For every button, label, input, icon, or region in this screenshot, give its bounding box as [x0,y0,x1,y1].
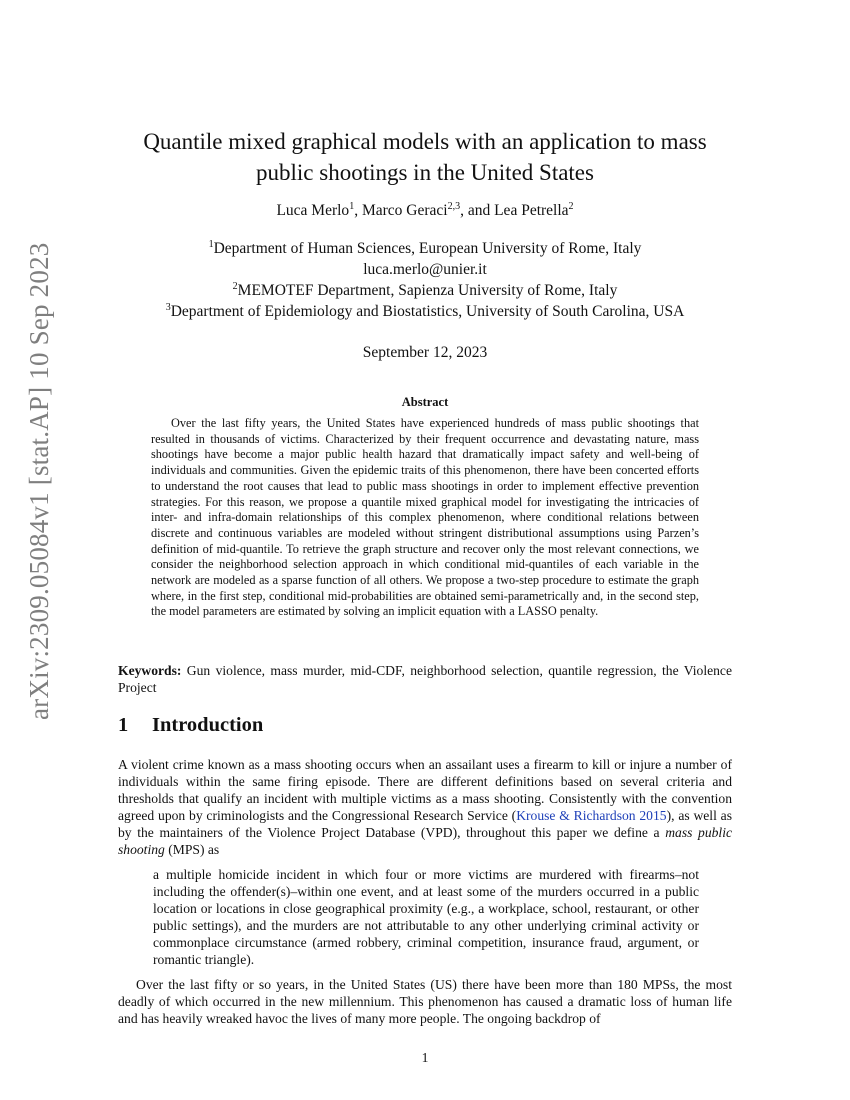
arxiv-identifier: arXiv:2309.05084v1 [stat.AP] 10 Sep 2023 [24,242,54,720]
author-affiliation-mark: 1 [349,200,355,212]
affiliation-mark: 1 [208,238,214,250]
paper-title [110,126,740,188]
keywords-text: Gun violence, mass murder, mid-CDF, neighborhood selection, quantile regression, the Violence Project [118,663,732,695]
author-name: Luca Merlo [276,202,350,219]
affiliation-text: Department of Epidemiology and Biostatistics, University of South Carolina, USA [170,303,685,320]
author-separator: , and [460,202,495,219]
section-number: 1 [118,714,129,736]
author-affiliation-mark: 2 [568,200,574,212]
affiliation-mark: 2 [232,280,238,292]
keywords [118,662,732,696]
keywords-label: Keywords: [118,663,182,678]
paragraph-text: (MPS) as [164,842,220,857]
author-email [90,259,760,280]
paragraph-text: A violent crime known as a mass shooting occurs when an assailant uses a firearm to kill or injure a number of individuals within the same firing episode. There are different definitions based on several criteria and thresholds that qualify an incident with multiple victims as a mass shooting. Consistently with the convention agreed upon by criminologists and the Congressional Research Service ( [118,757,732,823]
page-number: 1 [421,1050,429,1065]
emphasized-term: mass public shooting [118,825,732,857]
affiliations [90,238,760,322]
author-list [110,202,740,220]
intro-paragraph [118,756,732,858]
citation-link[interactable]: Krouse & Richardson 2015 [516,808,667,823]
abstract-heading: Abstract [401,395,449,409]
title-line-2: public shootings in the United States [256,160,594,185]
affiliation-text: MEMOTEF Department, Sapienza University of Rome, Italy [237,282,618,299]
author-name: Marco Geraci [361,202,448,219]
paper-date: September 12, 2023 [362,344,488,361]
affiliation-text: Department of Human Sciences, European University of Rome, Italy [213,240,642,257]
affiliation [90,301,760,322]
intro-paragraph: Over the last fifty or so years, in the United States (US) there have been more than 180 MPSs, the most deadly of which occurred in the new millennium. This phenomenon has caused a dramatic loss of human life and has heavily wreaked havoc the lives of many more people. The ongoing backdrop of [118,977,732,1026]
section-heading [118,714,263,737]
affiliation-mark: 3 [165,301,171,313]
affiliation-text: luca.merlo@unier.it [363,261,487,278]
author-separator: , [354,202,362,219]
title-line-1: Quantile mixed graphical models with an application to mass [143,129,707,154]
author-name: Lea Petrella [494,202,569,219]
author-affiliation-mark: 2,3 [447,200,461,212]
paragraph-text: ), as well as by the maintainers of the Violence Project Database (VPD), throughout this paper we define a [118,808,732,840]
affiliation [90,238,760,259]
affiliation [90,280,760,301]
abstract-body: Over the last fifty years, the United States have experienced hundreds of mass public shootings that resulted in thousands of victims. Characterized by their frequent occurrence and devastating nature, mass shootings have become a major public health hazard that dramatically impact safety and well-being of individuals and communities. Given the epidemic traits of this phenomenon, there have been concerted efforts to understand the root causes that lead to public mass shootings in order to implement effective prevention strategies. For this reason, we propose a quantile mixed graphical model for investigating the intricacies of inter- and infra-domain relationships of this complex phenomenon, where conditional relations between discrete and continuous variables are modeled without stringent distributional assumptions using Parzen’s definition of mid-quantile. To retrieve the graph structure and recover only the most relevant connections, we consider the neighborhood selection approach in which conditional mid-quantiles of each variable in the network are modeled as a sparse function of all others. We propose a two-step procedure to estimate the graph where, in the first step, conditional mid-probabilities are obtained semi-parametrically and, in the second step, the model parameters are estimated by solving an implicit equation with a LASSO penalty. [151,416,699,619]
section-title: Introduction [152,714,264,736]
definition-quote: a multiple homicide incident in which four or more victims are murdered with firearms–not including the offender(s)–within one event, and at least some of the murders occurred in a public location or locations in close geographical proximity (e.g., a workplace, school, restaurant, or other public settings), and the murders are not attributable to any other underlying criminal activity or commonplace circumstance (armed robbery, criminal competition, insurance fraud, argument, or romantic triangle). [153,867,699,967]
